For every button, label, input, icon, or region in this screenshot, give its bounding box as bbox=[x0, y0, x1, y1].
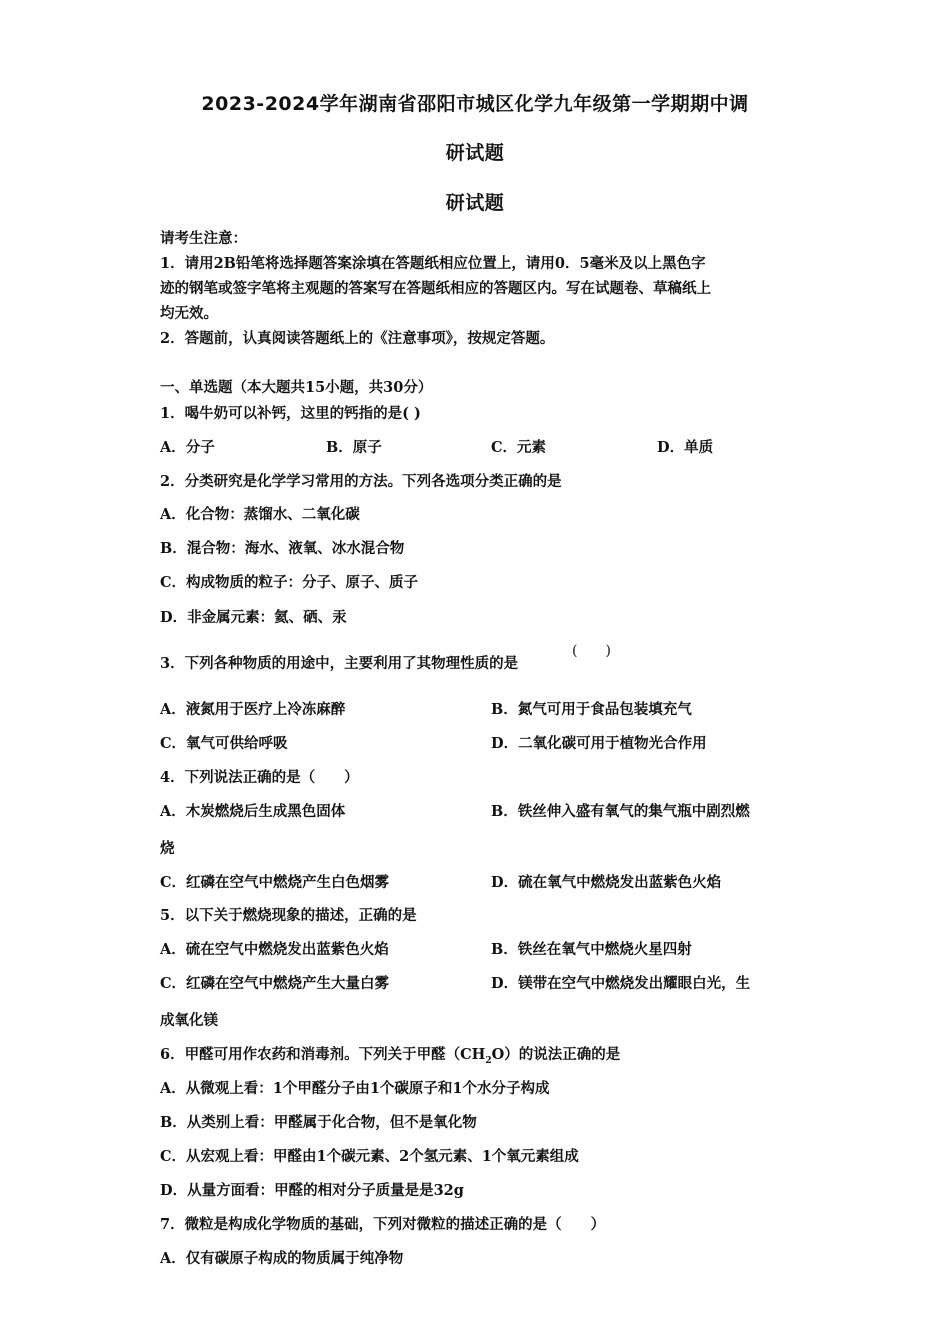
q1-option-d: D．单质 bbox=[657, 439, 714, 456]
notice-item1-line2: 迹的钢笔或签字笔将主观题的答案写在答题纸相应的答题区内。写在试题卷、草稿纸上 bbox=[160, 280, 711, 297]
q5-option-a: A．硫在空气中燃烧发出蓝紫色火焰 bbox=[160, 941, 389, 958]
q4-option-b: B．铁丝伸入盛有氧气的集气瓶中剧烈燃 bbox=[491, 803, 750, 820]
exam-title-line2: 研试题 bbox=[445, 142, 505, 164]
notice-item1-line1: 1．请用2B铅笔将选择题答案涂填在答题纸相应位置上，请用0．5毫米及以上黑色字 bbox=[160, 255, 706, 272]
q6-option-d: D．从量方面看：甲醛的相对分子质量是是32g bbox=[160, 1182, 464, 1199]
q2-option-a: A．化合物：蒸馏水、二氧化碳 bbox=[160, 506, 360, 523]
q5-option-d-continued: 成氧化镁 bbox=[160, 1012, 218, 1029]
exam-title-line3: 研试题 bbox=[445, 192, 505, 214]
q5-option-c: C．红磷在空气中燃烧产生大量白雾 bbox=[160, 975, 390, 992]
q3-option-c: C．氧气可供给呼吸 bbox=[160, 735, 288, 752]
q1-option-c: C．元素 bbox=[491, 439, 547, 456]
q2-option-d: D．非金属元素：氦、硒、汞 bbox=[160, 609, 347, 626]
q3-stem: 3．下列各种物质的用途中，主要利用了其物理性质的是 bbox=[160, 655, 519, 672]
q7-stem: 7．微粒是构成化学物质的基础，下列对微粒的描述正确的是（ ） bbox=[160, 1216, 606, 1233]
q5-option-d: D．镁带在空气中燃烧发出耀眼白光，生 bbox=[491, 975, 751, 992]
q4-option-d: D．硫在氧气中燃烧发出蓝紫色火焰 bbox=[491, 874, 722, 891]
q4-option-c: C．红磷在空气中燃烧产生白色烟雾 bbox=[160, 874, 390, 891]
q2-stem: 2．分类研究是化学学习常用的方法。下列各选项分类正确的是 bbox=[160, 473, 562, 490]
q4-option-b-continued: 烧 bbox=[160, 840, 175, 857]
q3-option-a: A．液氮用于医疗上冷冻麻醉 bbox=[160, 701, 346, 718]
q4-stem: 4．下列说法正确的是（ ） bbox=[160, 769, 359, 786]
q4-option-a: A．木炭燃烧后生成黑色固体 bbox=[160, 803, 346, 820]
q3-answer-paren: ( ) bbox=[572, 643, 611, 659]
q6-option-c: C．从宏观上看：甲醛由1个碳元素、2个氢元素、1个氧元素组成 bbox=[160, 1148, 579, 1165]
q6-stem-post: O）的说法正确的是 bbox=[491, 1046, 621, 1063]
q1-option-a: A．分子 bbox=[160, 439, 215, 456]
q3-option-b: B．氮气可用于食品包装填充气 bbox=[491, 701, 692, 718]
q1-option-b: B．原子 bbox=[326, 439, 382, 456]
q5-option-b: B．铁丝在氧气中燃烧火星四射 bbox=[491, 941, 692, 958]
q7-option-a: A．仅有碳原子构成的物质属于纯净物 bbox=[160, 1250, 404, 1267]
q6-stem-pre: 6．甲醛可用作农药和消毒剂。下列关于甲醛（CH bbox=[160, 1046, 486, 1063]
q3-option-d: D．二氧化碳可用于植物光合作用 bbox=[491, 735, 707, 752]
q5-stem: 5．以下关于燃烧现象的描述，正确的是 bbox=[160, 907, 417, 924]
q2-option-c: C．构成物质的粒子：分子、原子、质子 bbox=[160, 574, 419, 591]
q1-stem: 1．喝牛奶可以补钙，这里的钙指的是( ) bbox=[160, 405, 421, 422]
q2-option-b: B．混合物：海水、液氧、冰水混合物 bbox=[160, 540, 405, 557]
q6-option-a: A．从微观上看：1个甲醛分子由1个碳原子和1个水分子构成 bbox=[160, 1080, 550, 1097]
exam-title-line1: 2023-2024学年湖南省邵阳市城区化学九年级第一学期期中调 bbox=[201, 93, 749, 115]
section-heading: 一、单选题（本大题共15小题，共30分） bbox=[160, 379, 433, 396]
notice-item1-line3: 均无效。 bbox=[160, 305, 218, 322]
q6-option-b: B．从类别上看：甲醛属于化合物，但不是氧化物 bbox=[160, 1114, 477, 1131]
notice-heading: 请考生注意： bbox=[160, 230, 247, 247]
q6-stem bbox=[160, 1043, 620, 1066]
q6-formula-subscript: 2 bbox=[485, 1055, 492, 1066]
notice-item2: 2．答题前，认真阅读答题纸上的《注意事项》，按规定答题。 bbox=[160, 330, 555, 347]
